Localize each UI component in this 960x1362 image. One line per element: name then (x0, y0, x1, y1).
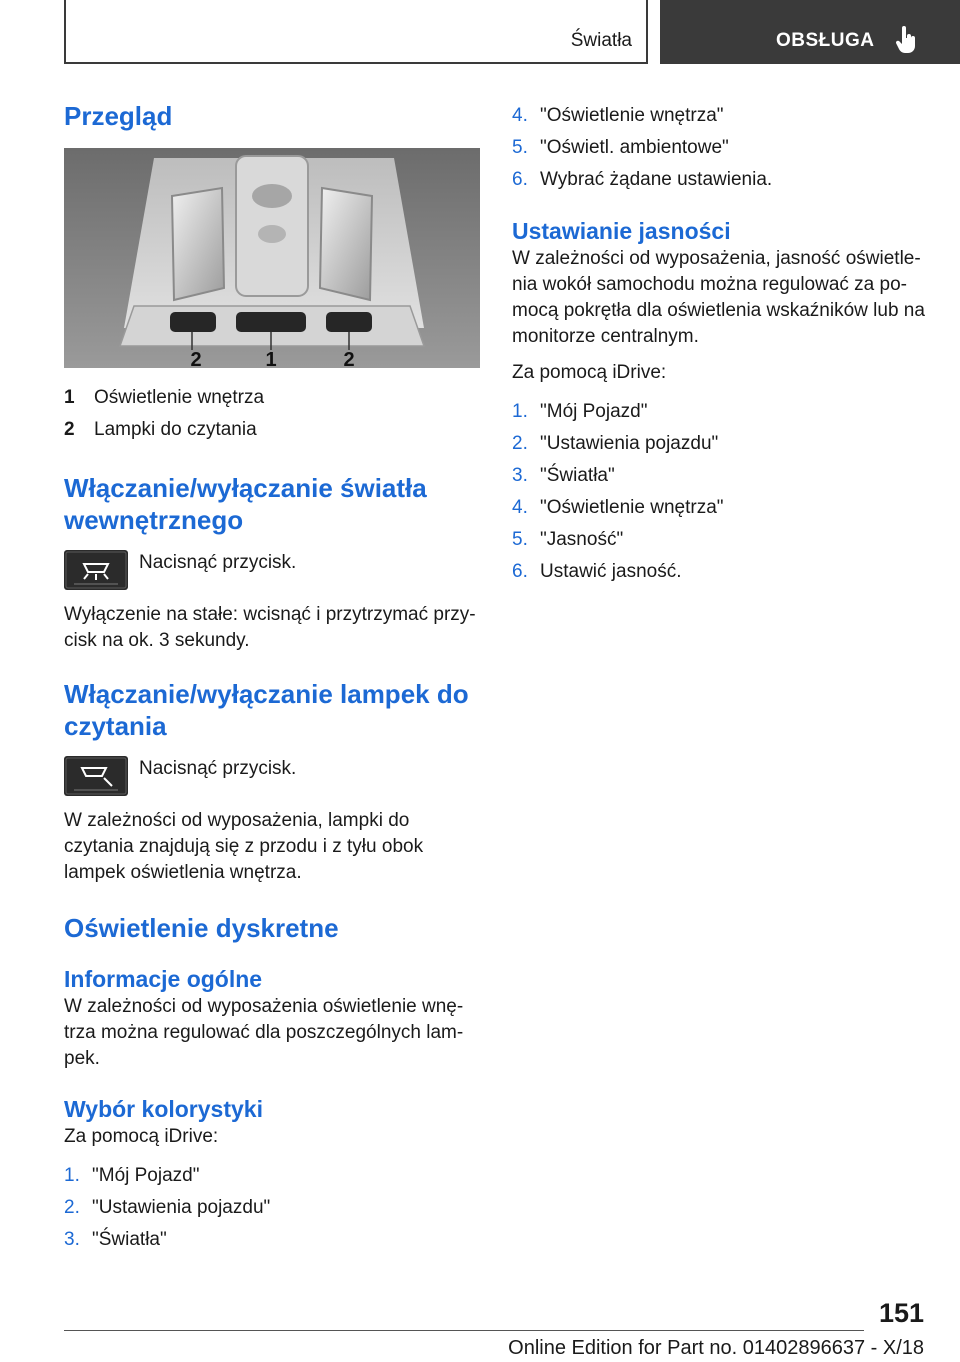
reading-light-button-text: Nacisnąć przycisk. (139, 758, 297, 779)
list-item (512, 164, 932, 196)
brightness-intro: Za pomocą iDrive: (512, 362, 667, 383)
list-item (64, 1160, 482, 1192)
discreet-light-title: Oświetlenie dyskretne (64, 913, 339, 943)
step-number: 2. (64, 1197, 80, 1218)
brightness-title: Ustawianie jasności (512, 218, 731, 244)
step-text: "Ustawienia pojazdu" (92, 1197, 271, 1218)
step-text: Wybrać żądane ustawienia. (540, 169, 773, 190)
header-chapter-title: OBSŁUGA (776, 30, 875, 51)
reading-light-title: Włączanie/wyłączanie lampek do czytania (64, 679, 469, 741)
header-chapter-box (660, 0, 960, 64)
general-info-title: Informacje ogólne (64, 966, 263, 992)
step-text: "Światła" (92, 1229, 167, 1250)
interior-light-button-icon (64, 550, 128, 590)
step-number: 6. (512, 169, 528, 190)
step-text: "Mój Pojazd" (92, 1165, 200, 1186)
list-item (64, 1224, 482, 1256)
photo-label-center: 1 (265, 349, 277, 368)
legend-item (64, 382, 482, 414)
step-number: 1. (512, 401, 528, 422)
legend-number: 1 (64, 387, 75, 408)
list-item (512, 492, 932, 524)
ceiling-console-photo (64, 148, 480, 368)
color-selection-title: Wybór kolorystyki (64, 1096, 263, 1122)
interior-light-title: Włączanie/wyłączanie światła wewnętrznego (64, 473, 427, 535)
step-number: 6. (512, 561, 528, 582)
step-text: "Ustawienia pojazdu" (540, 433, 719, 454)
list-item (512, 524, 932, 556)
overview-title: Przegląd (64, 101, 173, 131)
left-column (64, 100, 482, 1256)
step-number: 5. (512, 529, 528, 550)
reading-light-instruction (64, 756, 482, 796)
step-text: "Jasność" (540, 529, 624, 550)
list-item (512, 428, 932, 460)
list-item (512, 100, 932, 132)
header-section-title: Światła (570, 30, 632, 51)
step-text: "Oświetlenie wnętrza" (540, 497, 724, 518)
step-number: 2. (512, 433, 528, 454)
step-text: "Mój Pojazd" (540, 401, 648, 422)
general-info-body: W zależności od wyposażenia oświetlenie wnętrza można regulować dla poszczególnych lampek. (64, 996, 464, 1069)
list-item (64, 1192, 482, 1224)
color-selection-intro: Za pomocą iDrive: (64, 1126, 219, 1147)
brightness-steps (512, 396, 932, 588)
color-selection-steps-continued (512, 100, 932, 196)
brightness-body: W zależności od wyposażenia, jasność oświetlenia wokół samochodu można regulować za pomocą pokrętła dla oświetlenia wskaźników lub na monitorze centralnym. (512, 248, 925, 347)
legend-text: Oświetlenie wnętrza (94, 387, 265, 408)
color-selection-steps (64, 1160, 482, 1256)
interior-light-body: Wyłączenie na stałe: wcisnąć i przytrzymać przycisk na ok. 3 sekundy. (64, 604, 476, 651)
legend-text: Lampki do czytania (94, 419, 257, 440)
step-number: 3. (64, 1229, 80, 1250)
right-column (512, 100, 932, 588)
list-item (512, 132, 932, 164)
step-number: 4. (512, 497, 528, 518)
reading-light-button-icon (64, 756, 128, 796)
step-text: "Oświetl. ambientowe" (540, 137, 729, 158)
header-section-box (64, 0, 648, 64)
reading-light-body: W zależności od wyposażenia, lampki do czytania znajdują się z przodu i z tyłu obok lampek oświetlenia wnętrza. (64, 810, 424, 883)
interior-light-button-text: Nacisnąć przycisk. (139, 552, 297, 573)
interior-light-instruction (64, 550, 482, 590)
photo-label-right: 2 (343, 349, 355, 368)
list-item (512, 556, 932, 588)
step-number: 3. (512, 465, 528, 486)
step-number: 5. (512, 137, 528, 158)
footer-divider (64, 1330, 864, 1331)
photo-legend (64, 382, 482, 446)
photo-label-left: 2 (190, 349, 202, 368)
footer-edition-text: Online Edition for Part no. 01402896637 - X/18 (508, 1337, 924, 1359)
list-item (512, 396, 932, 428)
step-text: "Światła" (540, 465, 615, 486)
hand-pointer-icon (896, 26, 918, 54)
step-text: Ustawić jasność. (540, 561, 682, 582)
legend-item (64, 414, 482, 446)
step-text: "Oświetlenie wnętrza" (540, 105, 724, 126)
step-number: 1. (64, 1165, 80, 1186)
page-number: 151 (878, 1298, 924, 1328)
step-number: 4. (512, 105, 528, 126)
list-item (512, 460, 932, 492)
legend-number: 2 (64, 419, 75, 440)
